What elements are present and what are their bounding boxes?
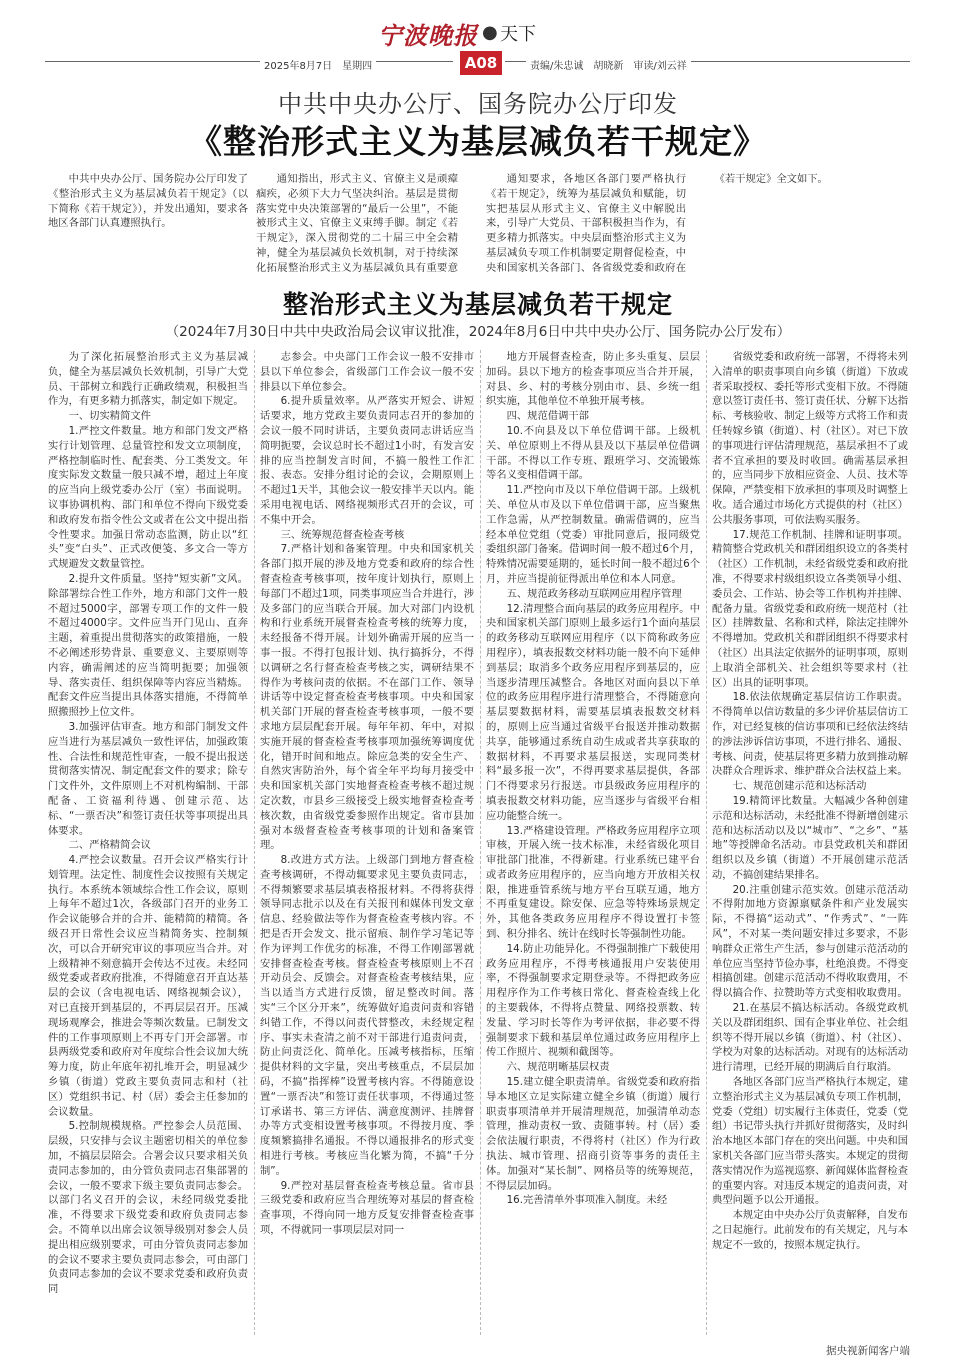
body-paragraph: 14.防止功能异化。不得强制推广下载使用政务应用程序，不得考核通报用户安装使用率，不得强制要求定期登录等。不得把政务应用程序作为工作考核日常化、督查检查线上化的主要载体，不得将点赞量、网络投票数、转发量、学习时长等作为考评依据，非必要不得强制要求下载和基层单位通过政务应用程序上传工作照片、视频和截图等。: [486, 942, 700, 1059]
body-paragraph: 志参会。中央部门工作会议一般不安排市县以下单位参会，省级部门工作会议一般不安排县以下单位参会。: [260, 351, 474, 393]
body-column-1: [48, 350, 248, 1340]
body-paragraph: 本规定由中央办公厅负责解释，自发布之日起施行。此前发布的有关规定，凡与本规定不一致的，按照本规定执行。: [712, 1209, 908, 1251]
body-paragraph: 6.提升质量效率。从严落实开短会、讲短话要求，地方党政主要负责同志召开的参加的会议一般不同时讲话，主要负责同志讲话应当简明扼要，会议总时长不超过1小时，有发言安排的应当控制发言时间，不搞一般性工作汇报、表态。安排分组讨论的会议，会期原则上不超过1天半，其他会议一般安排半天以内。能采用电视电话、网络视频形式召开的会议，可不集中开会。: [260, 395, 474, 526]
body-paragraph: 13.严格建设管理。严格政务应用程序立项审核，开展入统一技术标准，未经省级化项目审批部门批准，不得新建。行业系统已建平台或者政务应用程序的，应当向地方开放相关权限，推进垂管系统与地方平台互联互通，地方不再重复建设。除安保、应急等特殊场景规定外，其他各类政务应用程序不得设置打卡签到、积分排名、统计在线时长等强制性功能。: [486, 824, 700, 941]
intro-paragraph: 通知指出，形式主义、官僚主义是顽瘴痼疾，必须下大力气坚决纠治。基层是贯彻落实党中央决策部署的“最后一公里”，不能被形式主义、官僚主义束缚手脚。制定《若干规定》，深入贯彻党的二十届三中全会精神，健全为基层减负长效机制，对于持续深化拓展整治形式主义为基层减负具有重要意: [256, 173, 458, 274]
document-subtitle: （2024年7月30日中共中央政治局会议审议批准，2024年8月6日中共中央办公厅、国务院办公厅发布）: [165, 324, 791, 340]
body-paragraph: 3.加强评估审查。地方和部门制发文件应当进行为基层减负一致性评估，加强政策性、合法性和规范性审查，一般不提出报送贯彻落实情况、制定配套文件的要求；除专门文件外，文件原则上不对机构编制、干部配备、工资福利待遇、创建示范、达标、“一票否决”和签订责任状等事项提出具体要求。: [48, 720, 248, 837]
body-paragraph: 8.改进方式方法。上级部门到地方督查检查考核调研，不得动辄要求见主要负责同志，不得频繁要求基层填表格报材料。不得将获得领导同志批示以及在有关报刊和媒体刊发文章信息、经验做法等作为督查检查考核内容。不把是否开会发文、批示留痕、制作学习笔记等作为评判工作优劣的标准，不得工作刚部署就安排督查检查考核。督查检查考核原则上不召开动员会、反馈会。对督查检查考核结果，应当以适当方式进行反馈，留足整改时间。落实“三个区分开来”，统筹做好追责问责和容错纠错工作，不得以问责代替整改，未经规定程序、事实未查清之前不对干部进行追责问责，防止问责泛化、简单化。压减考核指标，压缩提供材料的文字量，突出考核重点，不层层加码，不搞“指挥棒”设置考核内容。不得随意设置“一票否决”和签订责任状事项，不得通过签订承诺书、第三方评估、满意度测评、挂牌督办等方式变相设置考核事项。不得按月度、季度频繁搞排名通报。不得以通报排名的形式变相进行考核。考核应当化繁为简，不搞“千分制”。: [260, 854, 474, 1177]
body-paragraph: 1.严控文件数量。地方和部门发文严格实行计划管理、总量管控和发文立项制度，严格控制临时性、配套类、分工类发文。年度实际发文数量一般只减不增，超过上年度的应当向上级党委办公厅（室）书面说明。议事协调机构、部门和单位不得向下级党委和政府发布指令性公文或者在公文中提出指令性要求。加强日常动态监测，防止以“红头”变“白头”、正式改便笺、多文合一等方式规避发文数量管控。: [48, 424, 248, 571]
column-divider: [254, 350, 255, 1335]
body-paragraph: 地方开展督查检查，防止多头重复、层层加码。县以下地方的检查事项应当合并开展，对县、乡、村的考核分别由市、县、乡统一组织实施，其他单位不单独开展考核。: [486, 351, 700, 408]
headline-kicker: 中共中央办公厅、国务院办公厅印发: [278, 90, 678, 118]
body-paragraph: 四、规范借调干部: [506, 410, 589, 423]
page-number: A08: [460, 51, 502, 75]
dateline: 2025年8月7日 星期四: [260, 57, 376, 72]
body-column-2: [260, 350, 474, 1340]
body-paragraph: 七、规范创建示范和达标活动: [732, 780, 867, 793]
body-paragraph: 五、规范政务移动互联网应用程序管理: [506, 587, 682, 600]
headline-title: 《整治形式主义为基层减负若干规定》: [189, 122, 767, 161]
body-paragraph: 17.规范工作机制、挂牌和证明事项。精简整合党政机关和群团组织设立的各类村（社区）工作机制，未经省级党委和政府批准，不得要求村级组织设立各类领导小组、委员会、工作站、协会等工作机构并挂牌、配备力量。省级党委和政府统一规范村（社区）挂牌数量、名称和式样，除法定挂牌外不得增加。党政机关和群团组织不得要求村（社区）出具法定依据外的证明事项，原则上取消全部机关、社会组织等要求村（社区）出具的证明事项。: [712, 528, 908, 689]
header-rule-left: [45, 61, 453, 62]
body-paragraph: 三、统筹规范督查检查考核: [280, 528, 405, 541]
body-paragraph: 7.严格计划和备案管理。中央和国家机关各部门拟开展的涉及地方党委和政府的综合性督查检查考核事项，按年度计划执行，原则上每部门不超过1项，同类事项应当合并进行，涉及多部门的应当联合开展。加大对部门内设机构和行业系统开展督查检查考核的统筹力度，未经报备不得开展。计划外确需开展的应当一事一报。不得打包报计划、执行搞拆分，不得以调研之名行督查检查考核之实，调研结果不得作为考核问责的依据。不在部门工作、领导讲话等中设定督查检查考核事项。中央和国家机关部门开展的督查检查考核事项，一般不要求地方层层配套开展。每年年初、年中，对拟实施开展的督查检查考核事项加强统筹调度优化，错开时间和地点。除应急类的安全生产、自然灾害防治外，每个省全年平均每月接受中央和国家机关部门实地督查检查考核不超过规定次数，市县乡三级接受上级实地督查检查考核次数，由省级党委参照作出规定。省市县加强对本级督查检查考核事项的计划和备案管理。: [260, 543, 474, 852]
intro-paragraph: 中共中央办公厅、国务院办公厅印发了《整治形式主义为基层减负若干规定》（以下简称《若干规定》），并发出通知，要求各地区各部门认真遵照执行。: [48, 173, 248, 230]
body-paragraph: 9.严控对基层督查检查考核总量。省市县三级党委和政府应当合理统筹对基层的督查检查事项，不得向同一地方反复安排督查检查事项，不得就同一事项层层对同一: [260, 1179, 474, 1237]
separator-dot: ●: [482, 22, 498, 43]
body-paragraph: 六、规范明晰基层权责: [506, 1061, 610, 1074]
editor-credits: 责编/朱忠诚 胡晓新 审读/刘云祥: [526, 57, 691, 72]
body-paragraph: 2.提升文件质量。坚持“短实新”文风。除部署综合性工作外，地方和部门文件一般不超过5000字，部署专项工作的文件一般不超过4000字。文件应当开门见山、直奔主题，着重提出贯彻落实的政策措施，一般不必阐述形势背景、重要意义、主要原则等内容，确需阐述的应当简明扼要；加强领导、落实责任、组织保障等内容应当精炼。配套文件应当提出具体落实措施，不得简单照搬照抄上位文件。: [48, 572, 248, 719]
body-paragraph: 为了深化拓展整治形式主义为基层减负，健全为基层减负长效机制，引导广大党员、干部树立和践行正确政绩观，积极担当作为，有更多精力抓落实，制定如下规定。: [48, 351, 248, 408]
body-column-3: [486, 350, 700, 1340]
masthead: [0, 0, 956, 78]
body-paragraph: 16.完善清单外事项准入制度。未经: [506, 1194, 668, 1207]
body-paragraph: 18.依法依规确定基层信访工作职责。不得简单以信访数量的多少评价基层信访工作，对已经复核的信访事项和已经依法终结的涉法涉诉信访事项，不进行排名、通报、考核、问责，使基层将更多精力放到推动解决群众合理诉求、维护群众合法权益上来。: [712, 691, 908, 778]
body-paragraph: 省级党委和政府统一部署，不得将未列入清单的职责事项自向乡镇（街道）下放或者采取授权、委托等形式变相下放。不得随意以签订责任书、签订责任状、分解下达指标、考核验收、制定上级等方式将工作和责任转嫁乡镇（街道）、村（社区）。对已下放的事项进行评估清理规范，基层承担不了或者不宜承担的要及时收回。确需基层承担的，应当同步下放相应资金、人员、技术等保障，严禁变相下放承担的事项及时调整上收。适合通过市场化方式提供的村（社区）公共服务事项，可依法购买服务。: [712, 351, 908, 526]
document-title: 整治形式主义为基层减负若干规定: [282, 290, 673, 319]
intro-column-2: [256, 172, 458, 277]
intro-paragraph: 通知要求，各地区各部门要严格执行《若干规定》，统筹为基层减负和赋能，切实把基层从形式主义、官僚主义中解脱出来，引导广大党员、干部积极担当作为，有更多精力抓落实。中央层面整治形式主义为基层减负专项工作机制要定期督促检查，中央和国家机关各部门、各省级党委和政府在: [486, 173, 686, 274]
body-paragraph: 4.严控会议数量。召开会议严格实行计划管理。法定性、制度性会议按照有关规定执行。本系统本领域综合性工作会议，原则上每年不超过1次，各级部门召开的业务工作会议能够合并的合并、能精简的精简。各级召开日常性会议应当精简务实、控制频次，可以合开研究审议的事项应当合并。对上级精神不刻意搞开会传达不过夜。未经同级党委或者政府批准，不得随意召开直达基层的会议（含电视电话、网络视频会议），对已直接开到基层的，不再层层召开。压减现场观摩会，推进会等频次数量。已制发文件的工作事项原则上不再专门开会部署。市县两级党委和政府对年度综合性会议加大统筹力度，防止年底年初扎堆开会，明显减少乡镇（街道）党政主要负责同志和村（社区）党组织书记、村（居）委会主任参加的会议数量。: [48, 854, 248, 1118]
body-paragraph: 21.在基层不搞达标活动。各级党政机关以及群团组织、国有企事业单位、社会组织等不得开展以乡镇（街道）、村（社区）、学校为对象的达标活动。对现有的达标活动进行清理，已经开展的期满后自行取消。: [712, 1002, 908, 1074]
body-paragraph: 12.清理整合面向基层的政务应用程序。中央和国家机关部门原则上最多运行1个面向基层的政务移动互联网应用程序（以下简称政务应用程序），填表报数交材料功能一般不向下延伸到基层；取消多个政务应用程序到基层的，应当逐步清理压减整合。各地区对面向县以下单位的政务应用程序进行清理整合，不得随意向基层要数据材料，需要基层填表报数交材料的，原则上应当通过省级平台报送并推动数据共享，能够通过系统自动生成或者共享获取的数据材料，不再要求基层报送，实现同类材料“最多报一次”，不得再要求基层提供，各部门不得要求另行报送。市县级政务应用程序的填表报数交材料功能，应当逐步与省级平台相应功能整合统一。: [486, 602, 700, 822]
intro-paragraph: 《若干规定》全文如下。: [714, 173, 828, 185]
intro-column-1: [48, 172, 248, 277]
intro-column-4: [694, 172, 908, 277]
column-divider: [706, 350, 707, 1335]
body-paragraph: 二、严格精简会议: [68, 839, 151, 852]
section-name: 天下: [500, 24, 536, 45]
newspaper-logo: 宁波晚报: [378, 21, 478, 50]
body-column-4: [712, 350, 908, 1325]
body-paragraph: 各地区各部门应当严格执行本规定，建立整治形式主义为基层减负专项工作机制，党委（党组）切实履行主体责任，党委（党组）书记带头执行并抓好贯彻落实，及时纠治本地区本部门存在的突出问题。中央和国家机关各部门应当带头落实。本规定的贯彻落实情况作为巡视巡察、新闻媒体监督检查的重要内容。对违反本规定的追责问责，对典型问题予以公开通报。: [712, 1076, 908, 1207]
body-paragraph: 10.不向县及以下单位借调干部。上级机关、单位原则上不得从县及以下基层单位借调干部。不得以工作专班、跟班学习、交流锻炼等名义变相借调干部。: [486, 424, 700, 482]
body-paragraph: 一、切实精简文件: [68, 410, 151, 423]
intro-column-3: [486, 172, 686, 277]
body-paragraph: 20.注重创建示范实效。创建示范活动不得附加地方资源禀赋条件和产业发展实际，不得搞“运动式”、“作秀式”、“一阵风”，不对某一类问题安排过多要求，不影响群众正常生产生活，参与创建示范活动的单位应当坚持节俭办事，杜绝浪费。不得变相搞创建。创建示范活动不得收取费用，不得以搞合作、拉赞助等方式变相收取费用。: [712, 883, 908, 1000]
body-paragraph: 19.精简评比数量。大幅减少各种创建示范和达标活动，未经批准不得新增创建示范和达标活动以及以“城市”、“之乡”、“基地”等授牌命名活动。市县党政机关和群团组织以及乡镇（街道）不开展创建示范活动，不搞创建结果排名。: [712, 794, 908, 881]
body-paragraph: 15.建立健全职责清单。省级党委和政府指导本地区立足实际建立健全乡镇（街道）履行职责事项清单并开展清理规范，加强清单动态管理，推动责权一致、责随事转。村（居）委会依法履行职责，不得将村（社区）作为行政执法、城市管理、招商引资等事务的责任主体。加强对“某长制”、网格员等的统筹规范，不得层层加码。: [486, 1076, 700, 1192]
body-paragraph: 5.控制规模规格。严控参会人员范围、层级，只安排与会议主题密切相关的单位参加，不搞层层陪会。合署会议只要求相关负责同志参加的，由分管负责同志召集部署的会议，一般不要求下级主要负责同志参会。以部门名义召开的会议，未经同级党委批准，不得要求下级党委和政府负责同志参会。不简单以出席会议领导级别对参会人员提出相应级别要求，可由分管负责同志参加的会议不要求主要负责同志参会，可由部门负责同志参加的会议不要求党委和政府负责同: [48, 1120, 248, 1296]
source-credit: 据央视新闻客户端: [826, 1345, 910, 1357]
body-paragraph: 11.严控向市及以下单位借调干部。上级机关、单位从市及以下单位借调干部，应当聚焦工作急需，从严控制数量。确需借调的，应当经本单位党组（党委）审批同意后，报同级党委组织部门备案。借调时间一般不超过6个月，特殊情况需要延期的，延长时间一般不超过6个月，并应当提前征得派出单位和本人同意。: [486, 484, 700, 585]
column-divider: [480, 350, 481, 1335]
